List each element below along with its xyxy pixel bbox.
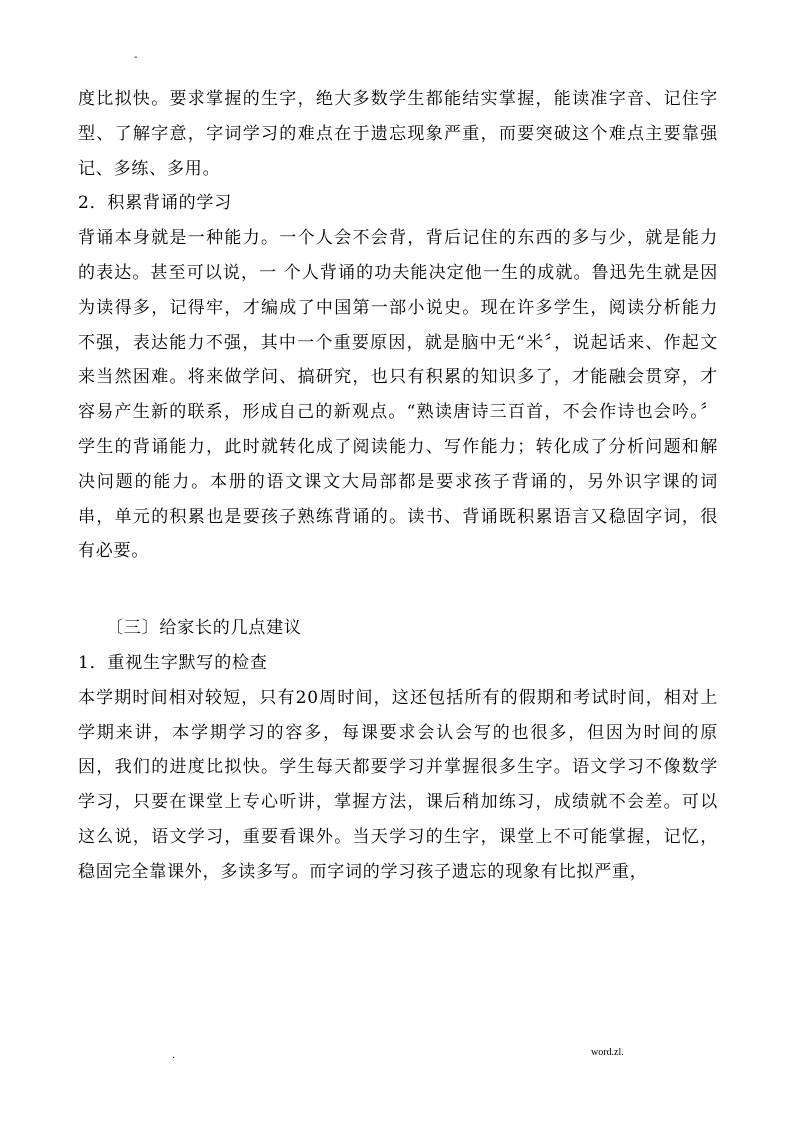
paragraph-recitation: 背诵本身就是一种能力。一个人会不会背，背后记住的东西的多与少，就是能力的表达。甚至可以说，一 个人背诵的功夫能决定他一生的成就。鲁迅先生就是因为读得多，记得牢，才编成了中国第一部小说史。现在许多学生，阅读分析能力不强，表达能力不强，其中一个重要原因，就是脑中无“米〞，说起话来、作起文来当然困难。将来做学问、搞研究，也只有积累的知识多了，才能融会贯穿，才容易产生新的联系，形成自己的新观点。“熟读唐诗三百首，不会作诗也会吟。〞学生的背诵能力，此时就转化成了阅读能力、写作能力；转化成了分析问题和解决问题的能力。本册的语文课文大局部都是要求孩子背诵的，另外识字课的词串，单元的积累也是要孩子熟练背诵的。读书、背诵既积累语言又稳固字词，很有必要。 — [78, 228, 718, 562]
header-mark: - — [134, 52, 138, 63]
section-title-parent-suggestions: 〔三〕给家长的几点建议 — [106, 618, 302, 639]
paragraph-dictation-check: 本学期时间相对较短，只有20周时间，这还包括所有的假期和考试时间，相对上学期来讲，本学期学习的容多，每课要求会认会写的也很多，但因为时间的原因，我们的进度比拟快。学生每天都要学习并掌握很多生字。语文学习不像数学学习，只要在课堂上专心听讲，掌握方法，课后稍加练习，成绩就不会差。可以这么说，语文学习，重要看课外。当天学习的生字，课堂上不可能掌握，记忆，稳固完全靠课外，多读多写。而字词的学习孩子遗忘的现象有比拟严重， — [78, 687, 718, 882]
paragraph-continuation: 度比拟快。要求掌握的生字，绝大多数学生都能结实掌握，能读准字音、记住字型、了解字意，字词学习的难点在于遗忘现象严重，而要突破这个难点主要靠强记、多练、多用。 — [78, 89, 718, 179]
document-body — [78, 82, 718, 890]
heading-recitation: 2．积累背诵的学习 — [78, 193, 233, 214]
heading-dictation-check: 1．重视生字默写的检查 — [78, 652, 268, 673]
footer-dot: . — [172, 1050, 176, 1061]
footer-watermark: word.zl. — [591, 1047, 624, 1058]
